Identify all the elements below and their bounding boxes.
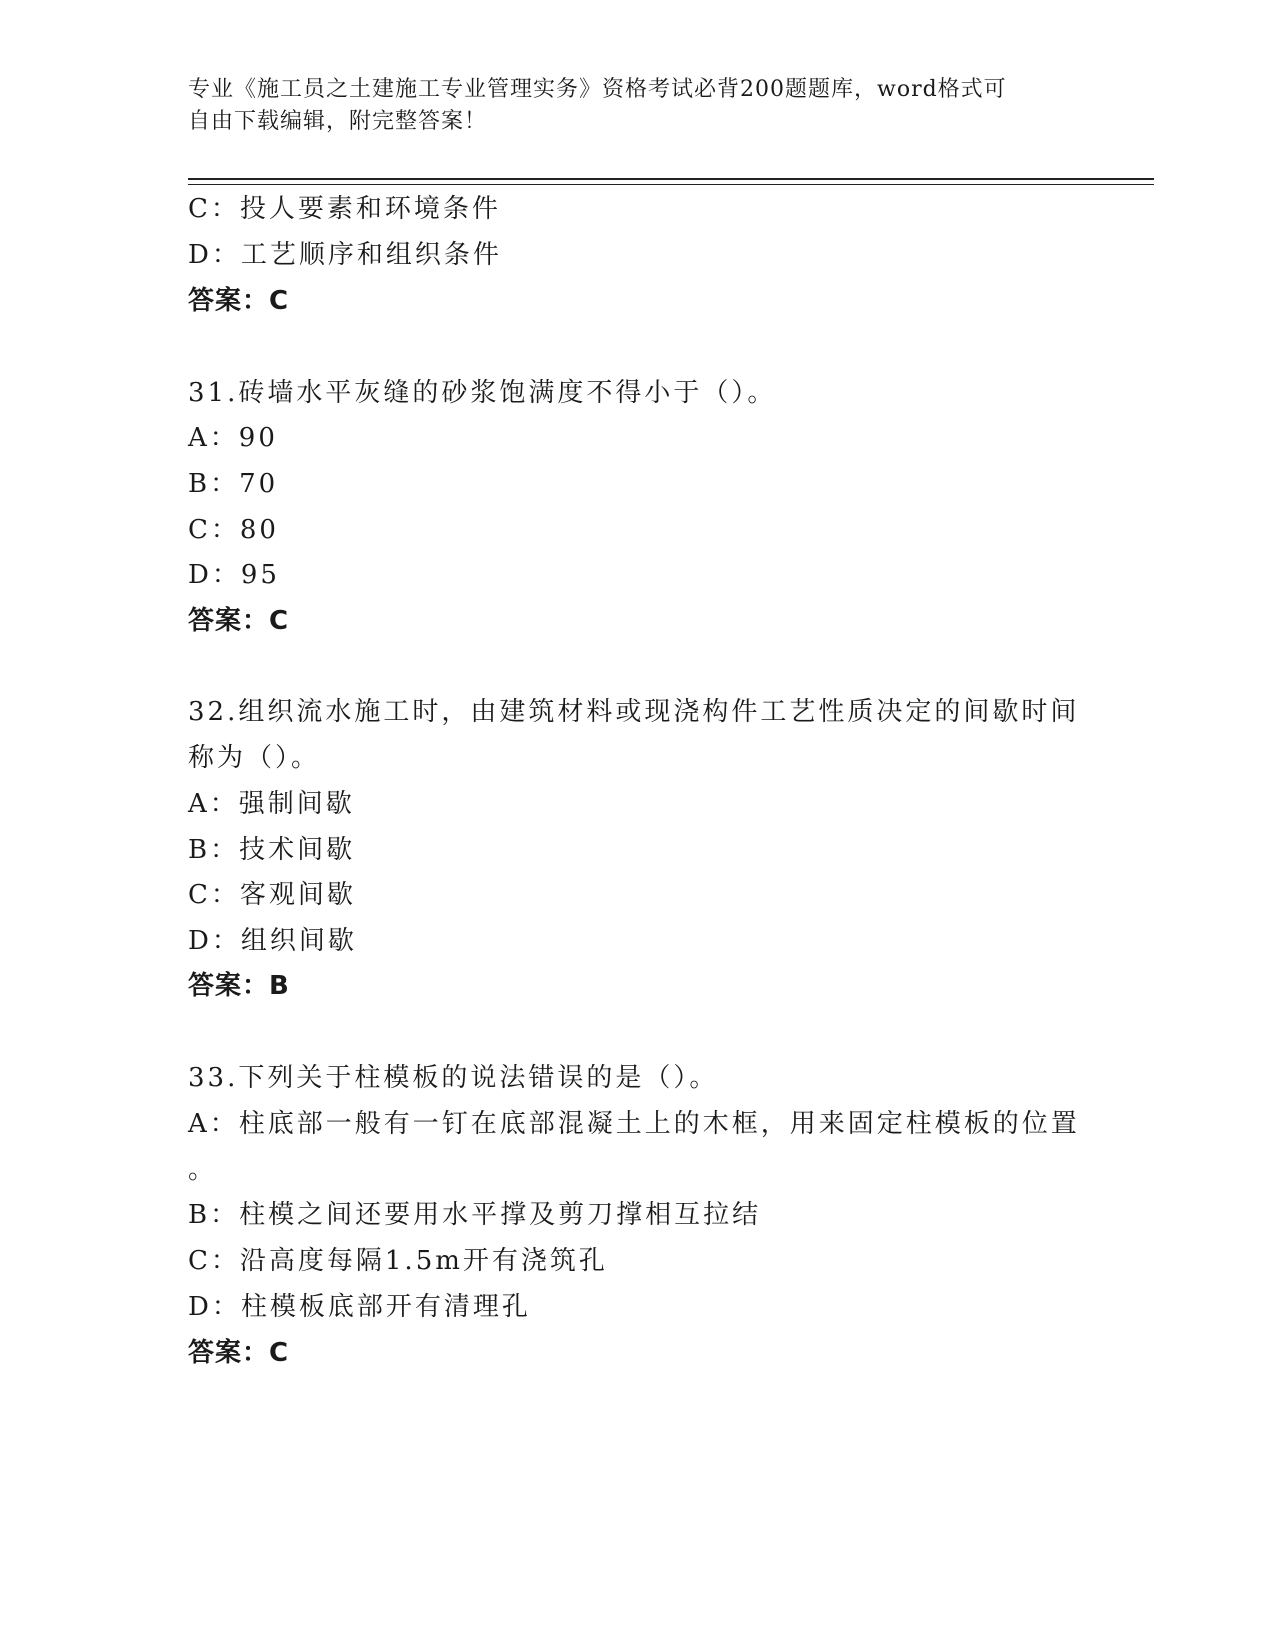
header-line-2: 自由下载编辑，附完整答案！ (188, 109, 488, 134)
header-rule-top (188, 178, 1154, 180)
q32-answer: 答案：B (188, 971, 290, 1001)
q32-stem-line-1: 32.组织流水施工时，由建筑材料或现浇构件工艺性质决定的间歇时间 (188, 697, 1080, 727)
header-rule-bottom (188, 184, 1154, 185)
header-line-1: 专业《施工员之土建施工专业管理实务》资格考试必背200题题库，word格式可 (188, 77, 1007, 102)
q33-option-d: D：柱模板底部开有清理孔 (188, 1292, 531, 1322)
q33-option-a-line-2: 。 (188, 1155, 218, 1185)
q31-stem: 31.砖墙水平灰缝的砂浆饱满度不得小于（）。 (188, 378, 777, 408)
q33-answer: 答案：C (188, 1338, 290, 1368)
document-header (188, 74, 1088, 138)
q32-option-b: B：技术间歇 (188, 835, 356, 865)
q31-option-c: C：80 (188, 515, 279, 545)
q32-option-a: A：强制间歇 (188, 789, 355, 819)
q33-option-b: B：柱模之间还要用水平撑及剪刀撑相互拉结 (188, 1200, 762, 1230)
q31-option-d: D：95 (188, 560, 280, 590)
q33-stem: 33.下列关于柱模板的说法错误的是（）。 (188, 1063, 719, 1093)
q32-stem-line-2: 称为（）。 (188, 743, 321, 773)
q32-option-d: D：组织间歇 (188, 926, 357, 956)
q31-answer: 答案：C (188, 606, 290, 636)
prev-option-d: D：工艺顺序和组织条件 (188, 240, 502, 270)
q31-option-a: A：90 (188, 423, 278, 453)
q33-option-c: C：沿高度每隔1.5m开有浇筑孔 (188, 1246, 608, 1276)
q33-option-a-line-1: A：柱底部一般有一钉在底部混凝土上的木框，用来固定柱模板的位置 (188, 1109, 1080, 1139)
prev-option-c: C：投人要素和环境条件 (188, 194, 501, 224)
q32-option-c: C：客观间歇 (188, 880, 356, 910)
prev-answer: 答案：C (188, 286, 290, 316)
q31-option-b: B：70 (188, 469, 279, 499)
